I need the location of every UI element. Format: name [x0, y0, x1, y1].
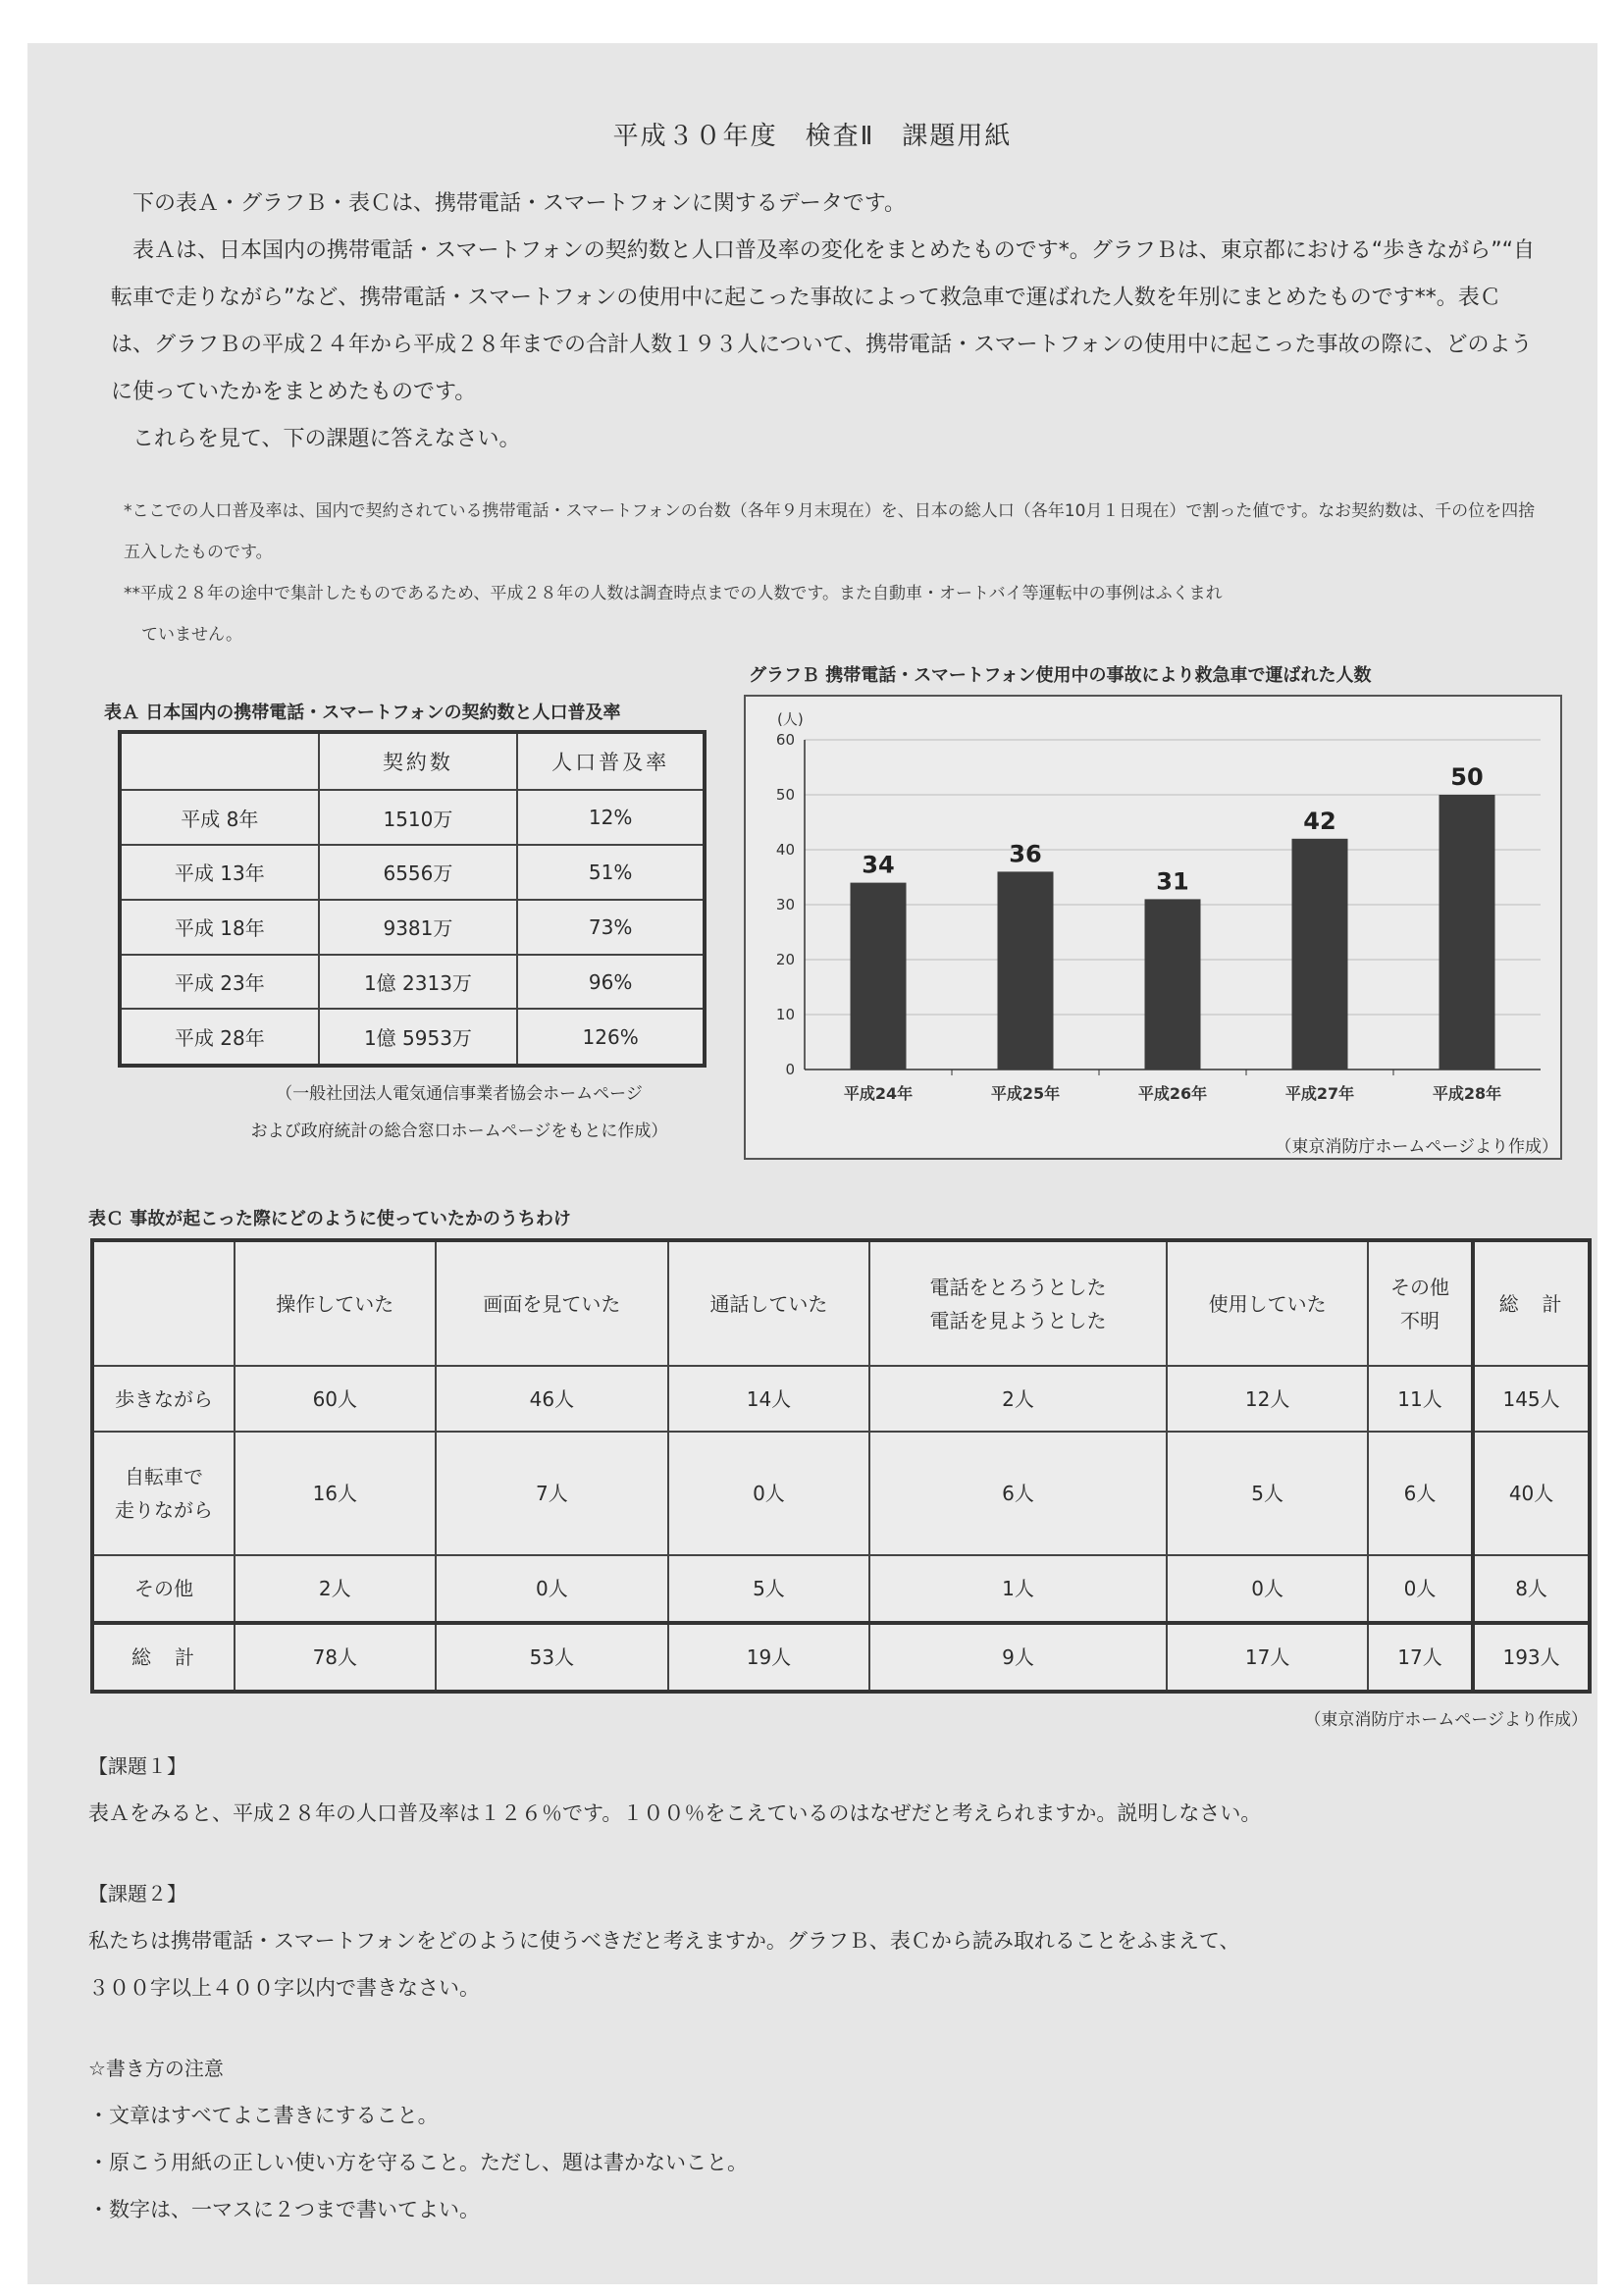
- intro-text: [111, 181, 1544, 463]
- task-2-label: 【課題２】: [88, 1882, 186, 1905]
- table-c-header-cell: 画面を見ていた: [436, 1240, 669, 1366]
- table-c-cell: 193人: [1473, 1623, 1590, 1692]
- footnote-2-continued: ていません。: [141, 625, 243, 645]
- footnotes: [124, 491, 1546, 655]
- table-c: [90, 1238, 1592, 1694]
- intro-paragraph-2: 表Ａは、日本国内の携帯電話・スマートフォンの契約数と人口普及率の変化をまとめたものです*。グラフＢは、東京都における“歩きながら”“自転車で走りながら”など、携帯電話・スマートフォンの使用中に起こった事故によって救急車で運ばれた人数を年別にまとめたものです**。表Ｃは、グラフＢの平成２４年から平成２８年までの合計人数１９３人について、携帯電話・スマートフォンの使用中に起こった事故の際に、どのように使っていたかをまとめたものです。: [111, 238, 1535, 404]
- y-tick-label: 40: [775, 841, 795, 859]
- writing-note-item: ・原こう用紙の正しい使い方を守ること。ただし、題は書かないこと。: [88, 2151, 748, 2174]
- task-1-label: 【課題１】: [88, 1754, 186, 1778]
- table-a-cell: 73%: [517, 900, 705, 955]
- bar-data-label: 36: [1009, 840, 1042, 868]
- page-title: 平成３０年度 検査Ⅱ 課題用紙: [612, 122, 1013, 151]
- table-a-source-line-1: （一般社団法人電気通信事業者協会ホームページ: [276, 1084, 643, 1104]
- table-a-header-row: [120, 732, 705, 790]
- table-c-cell: 60人: [235, 1366, 436, 1432]
- table-c-cell: 2人: [235, 1555, 436, 1622]
- chart-title: グラフＢ 携帯電話・スマートフォン使用中の事故により救急車で運ばれた人数: [749, 665, 1372, 686]
- table-c-row-label: 歩きながら: [92, 1366, 235, 1432]
- table-c-header-cell: 電話をとろうとした 電話を見ようとした: [869, 1240, 1168, 1366]
- table-c-cell: 46人: [436, 1366, 669, 1432]
- x-tick-label: 平成27年: [1284, 1084, 1355, 1103]
- x-tick-label: 平成28年: [1432, 1084, 1502, 1103]
- task-1-text: 表Ａをみると、平成２８年の人口普及率は１２６％です。１００％をこえているのはなぜだと考えられますか。説明しなさい。: [88, 1801, 1262, 1825]
- table-a-cell: 6556万: [319, 845, 518, 900]
- bar-data-label: 50: [1450, 763, 1484, 791]
- footnote-1: *ここでの人口普及率は、国内で契約されている携帯電話・スマートフォンの台数（各年９月末現在）を、日本の総人口（各年10月１日現在）で割った値です。なお契約数は、千の位を四捨五入したものです。: [124, 501, 1536, 562]
- table-row: [120, 1009, 705, 1066]
- table-c-cell: 14人: [668, 1366, 869, 1432]
- table-c-header-cell: 総 計: [1473, 1240, 1590, 1366]
- table-a-cell: 51%: [517, 845, 705, 900]
- table-a-cell: 12%: [517, 790, 705, 845]
- table-c-header-cell: その他 不明: [1368, 1240, 1473, 1366]
- x-tick-label: 平成24年: [843, 1084, 914, 1103]
- table-row: [92, 1555, 1590, 1622]
- table-c-cell: 19人: [668, 1623, 869, 1692]
- y-tick-label: 50: [775, 786, 795, 804]
- intro-paragraph-1: 下の表Ａ・グラフＢ・表Ｃは、携帯電話・スマートフォンに関するデータです。: [132, 191, 907, 216]
- table-row: [92, 1432, 1590, 1555]
- table-a-cell: 1億 2313万: [319, 955, 518, 1010]
- table-a-source-line-2: および政府統計の総合窓口ホームページをもとに作成）: [250, 1122, 668, 1141]
- table-c-cell: 53人: [436, 1623, 669, 1692]
- writing-notes-label: ☆書き方の注意: [88, 2057, 224, 2080]
- y-axis-unit-label: (人): [777, 710, 804, 728]
- footnote-2: **平成２８年の途中で集計したものであるため、平成２８年の人数は調査時点までの人数です。また自動車・オートバイ等運転中の事例はふくまれ: [124, 584, 1223, 603]
- table-a-header-cell: 契約数: [319, 732, 518, 790]
- x-tick-label: 平成26年: [1137, 1084, 1208, 1103]
- table-c-cell: 5人: [1167, 1432, 1368, 1555]
- table-c-source: （東京消防庁ホームページより作成）: [1304, 1710, 1588, 1730]
- table-a-source: [184, 1075, 734, 1150]
- table-c-header-cell: 通話していた: [668, 1240, 869, 1366]
- table-a-cell: 平成 8年: [120, 790, 319, 845]
- table-c-header-row: [92, 1240, 1590, 1366]
- bar-data-label: 34: [862, 851, 895, 879]
- table-row: [120, 790, 705, 845]
- table-a-cell: 平成 18年: [120, 900, 319, 955]
- task-1: [88, 1743, 1580, 1837]
- intro-paragraph-3: これらを見て、下の課題に答えなさい。: [132, 427, 521, 451]
- table-c-cell: 0人: [436, 1555, 669, 1622]
- exam-sheet: [27, 43, 1597, 2284]
- bar: [998, 871, 1054, 1070]
- writing-note-item: ・文章はすべてよこ書きにすること。: [88, 2104, 439, 2127]
- y-tick-label: 60: [775, 731, 795, 749]
- table-c-header-cell: 使用していた: [1167, 1240, 1368, 1366]
- table-c-cell: 145人: [1473, 1366, 1590, 1432]
- y-tick-label: 30: [775, 896, 795, 913]
- table-c-header-cell: [92, 1240, 235, 1366]
- table-c-header-cell: 操作していた: [235, 1240, 436, 1366]
- table-c-cell: 8人: [1473, 1555, 1590, 1622]
- table-c-caption: 表Ｃ 事故が起こった際にどのように使っていたかのうちわけ: [88, 1209, 571, 1229]
- table-c-cell: 7人: [436, 1432, 669, 1555]
- table-c-cell: 1人: [869, 1555, 1168, 1622]
- bar-chart: [746, 697, 1560, 1134]
- table-a: [118, 730, 707, 1068]
- table-c-cell: 5人: [668, 1555, 869, 1622]
- table-c-row-label: 総 計: [92, 1623, 235, 1692]
- table-a-cell: 96%: [517, 955, 705, 1010]
- table-c-cell: 16人: [235, 1432, 436, 1555]
- table-c-cell: 6人: [1368, 1432, 1473, 1555]
- chart-box: [744, 695, 1562, 1160]
- table-c-cell: 0人: [1368, 1555, 1473, 1622]
- table-row: [92, 1623, 1590, 1692]
- table-c-cell: 12人: [1167, 1366, 1368, 1432]
- table-a-header-cell: 人口普及率: [517, 732, 705, 790]
- table-c-cell: 2人: [869, 1366, 1168, 1432]
- table-row: [120, 900, 705, 955]
- table-c-cell: 17人: [1167, 1623, 1368, 1692]
- table-a-cell: 平成 13年: [120, 845, 319, 900]
- table-c-cell: 17人: [1368, 1623, 1473, 1692]
- table-c-cell: 9人: [869, 1623, 1168, 1692]
- y-tick-label: 10: [775, 1006, 795, 1023]
- table-row: [92, 1366, 1590, 1432]
- task-2: [88, 1870, 1580, 2011]
- task-2-text-line-2: ３００字以上４００字以内で書きなさい。: [88, 1976, 480, 2000]
- bar: [851, 883, 907, 1070]
- table-c-cell: 40人: [1473, 1432, 1590, 1555]
- table-c-row-label: その他: [92, 1555, 235, 1622]
- table-a-caption: 表Ａ 日本国内の携帯電話・スマートフォンの契約数と人口普及率: [104, 703, 621, 723]
- table-a-header-cell: [120, 732, 319, 790]
- table-c-row-label: 自転車で 走りながら: [92, 1432, 235, 1555]
- table-a-cell: 平成 23年: [120, 955, 319, 1010]
- table-c-cell: 0人: [1167, 1555, 1368, 1622]
- y-tick-label: 0: [785, 1061, 795, 1078]
- table-c-cell: 0人: [668, 1432, 869, 1555]
- table-row: [120, 955, 705, 1010]
- y-tick-label: 20: [775, 951, 795, 968]
- table-c-cell: 6人: [869, 1432, 1168, 1555]
- table-a-cell: 126%: [517, 1009, 705, 1066]
- task-2-text-line-1: 私たちは携帯電話・スマートフォンをどのように使うべきだと考えますか。グラフＢ、表Ｃから読み取れることをふまえて、: [88, 1929, 1240, 1953]
- bar: [1440, 795, 1495, 1070]
- table-c-cell: 11人: [1368, 1366, 1473, 1432]
- table-c-cell: 78人: [235, 1623, 436, 1692]
- writing-note-item: ・数字は、一マスに２つまで書いてよい。: [88, 2198, 480, 2221]
- bar: [1292, 839, 1348, 1070]
- table-row: [120, 845, 705, 900]
- table-a-cell: 平成 28年: [120, 1009, 319, 1066]
- writing-notes: [88, 2045, 1580, 2233]
- bar: [1145, 899, 1201, 1070]
- table-a-cell: 1510万: [319, 790, 518, 845]
- x-tick-label: 平成25年: [990, 1084, 1061, 1103]
- table-a-cell: 1億 5953万: [319, 1009, 518, 1066]
- table-a-cell: 9381万: [319, 900, 518, 955]
- bar-data-label: 42: [1303, 807, 1336, 835]
- bar-data-label: 31: [1156, 867, 1189, 896]
- chart-source: （東京消防庁ホームページより作成）: [1275, 1137, 1558, 1157]
